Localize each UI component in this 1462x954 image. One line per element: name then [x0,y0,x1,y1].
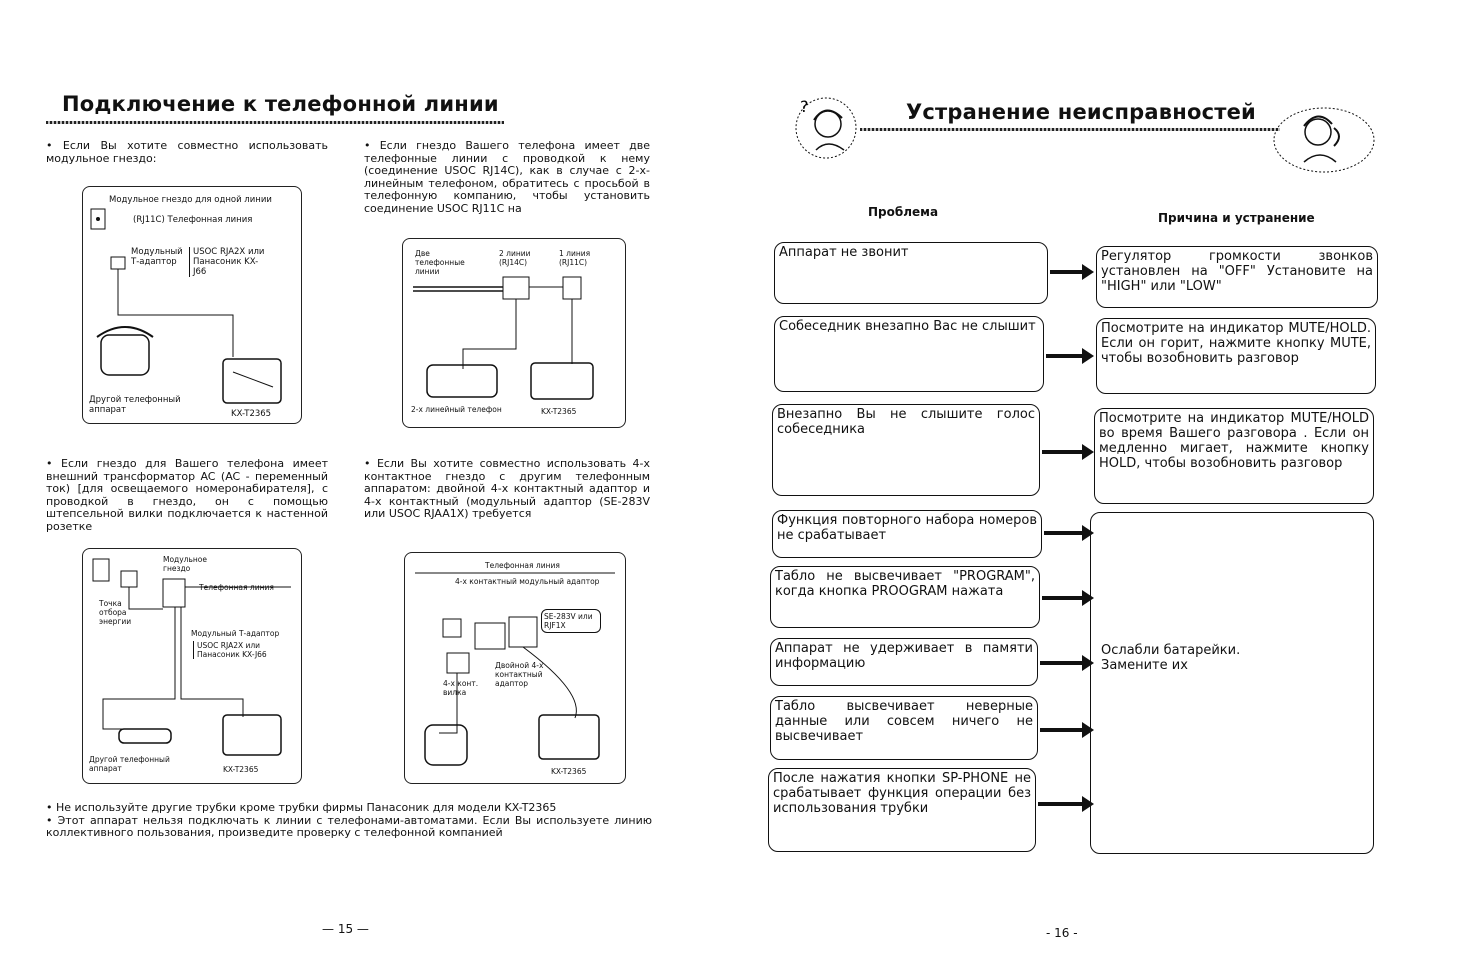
adapter-label: Модульный Т-адаптор [191,629,280,638]
figure-ac-transformer [82,548,302,784]
problem-box: Табло не высвечивает "PROGRAM", когда кнопка PROOGRAM нажата [770,566,1040,628]
paragraph-shared-jack [46,140,328,165]
line1-label: 1 линия (RJ11C) [559,249,591,267]
problem-box: Табло высвечивает неверные данные или совсем ничего не высвечивает [770,696,1038,760]
arrow-icon [1046,354,1084,358]
arrow-icon [1050,270,1084,274]
dual-adapter-label: Двойной 4-х контактный адаптор [495,661,544,688]
note-item: • Этот аппарат нельзя подключать к линии с телефонами-автоматами. Если Вы используете линию коллективного пользования, произведите проверку с телефонной компанией [46,815,652,840]
problem-box: Собеседник внезапно Вас не слышит [774,316,1044,392]
note-item: • Не используйте другие трубки кроме трубки фирмы Панасоник для модели KX-T2365 [46,802,652,815]
adapter-options: USOC RJA2X или Панасоник KX-J66 [189,247,271,277]
modular-jack-label: Модульное гнездо [163,555,208,573]
paragraph-four-pin [364,458,650,521]
cause-box: Посмотрите на индикатор MUTE/HOLD во время Вашего разговора . Если он медленно мигает, нажмите кнопку HOLD, чтобы возобновить разговор [1094,408,1374,504]
problem-box: Внезапно Вы не слышите голос собеседника [772,404,1040,496]
svg-text:?: ? [800,97,809,116]
cause-box-shared [1090,512,1374,854]
model-label: KX-T2365 [231,409,272,419]
other-phone-label: Другой телефонный аппарат [89,395,181,415]
arrow-icon [1042,596,1084,600]
problem-box: После нажатия кнопки SP-PHONE не срабатывает функция операции без использования трубки [768,768,1036,852]
title-rule [860,128,1280,131]
line2-label: 2 линии (RJ14C) [499,249,531,267]
bullet-text: • Если гнездо Вашего телефона имеет две телефонные линии с проводкой к нему (соединение USOC RJ14C), как в случае с 2-х-линейным телефоном, обратитесь с просьбой в телефонную компанию, чтобы установить соединение USOC RJ11C на [364,140,650,215]
figure-single-line [82,186,302,424]
bullet-text: • Если гнездо для Вашего телефона имеет внешний трансформатор AC (AC - переменный ток) [для освещаемого номеронабирателя], с проводкой в гнездо, он с помощью штепсельной вилки подключается к настенной розетке [46,458,328,533]
problem-box: Функция повторного набора номеров не срабатывает [772,510,1042,558]
cause-box: Посмотрите на индикатор MUTE/HOLD. Если он горит, нажмите кнопку MUTE, чтобы возобновить разговор [1096,318,1376,394]
woman-phone-icon [1270,100,1378,176]
problem-box: Аппарат не удерживает в памяти информацию [770,638,1038,686]
cause-box: Регулятор громкости звонков установлен на "OFF" Установите на "HIGH" или "LOW" [1096,246,1378,308]
woman-question-icon [788,92,862,170]
phone-line-label: Телефонная линия [199,583,274,592]
model-label: KX-T2365 [541,407,577,416]
notes [46,802,652,840]
figure-four-pin [404,552,626,784]
troubleshooting-illustration-left [788,92,862,170]
paragraph-ac-transformer [46,458,328,533]
model-label: KX-T2365 [551,767,587,776]
arrow-icon [1044,531,1084,535]
column-header-cause: Причина и устранение [1158,211,1315,225]
arrow-icon [1042,450,1084,454]
bullet-text: • Если Вы хотите совместно использовать 4-х контактное гнездо с другим телефонным аппаратом: двойной 4-х контактный адаптор и 4-х контактный (модульный адаптор (SE-283V или USOC RJAA1X) требуется [364,458,650,521]
other-phone-label: Другой телефонный аппарат [89,755,170,773]
column-header-problem: Проблема [868,205,939,219]
page-number-right: - 16 - [1046,926,1078,940]
line-label: (RJ11C) Телефонная линия [133,215,253,225]
two-line-phone-label: 2-х линейный телефон [411,405,502,414]
se-label: SE-283V или RJF1X [541,609,601,633]
phone-line-label: Телефонная линия [485,561,560,570]
page-number-left: — 15 — [322,922,369,936]
paragraph-two-lines [364,140,650,215]
arrow-icon [1040,728,1084,732]
power-point-label: Точка отбора энергии [99,599,132,626]
jack-label: Модульное гнездо для одной линии [109,195,272,205]
title-rule [46,121,504,124]
arrow-icon [1038,802,1084,806]
model-label: KX-T2365 [223,765,259,774]
plug-label: 4-х конт. вилка [443,679,479,697]
bullet-text: • Если Вы хотите совместно использовать модульное гнездо: [46,140,328,165]
adapter-label: Модульный Т-адаптор [131,247,183,267]
figure-two-line [402,238,626,428]
troubleshooting-illustration-right [1270,100,1378,176]
arrow-icon [1040,661,1084,665]
shared-cause-text: Ослабли батарейки. Замените их [1101,643,1241,673]
two-lines-label: Две телефонные линии [415,249,465,276]
adapter-options: USOC RJA2X или Панасоник KX-J66 [193,641,277,659]
page-title-left: Подключение к телефонной линии [62,92,499,116]
modular-adapter-label: 4-х контактный модульный адаптор [455,577,600,586]
problem-box: Аппарат не звонит [774,242,1048,304]
page-title-right: Устранение неисправностей [906,100,1256,124]
